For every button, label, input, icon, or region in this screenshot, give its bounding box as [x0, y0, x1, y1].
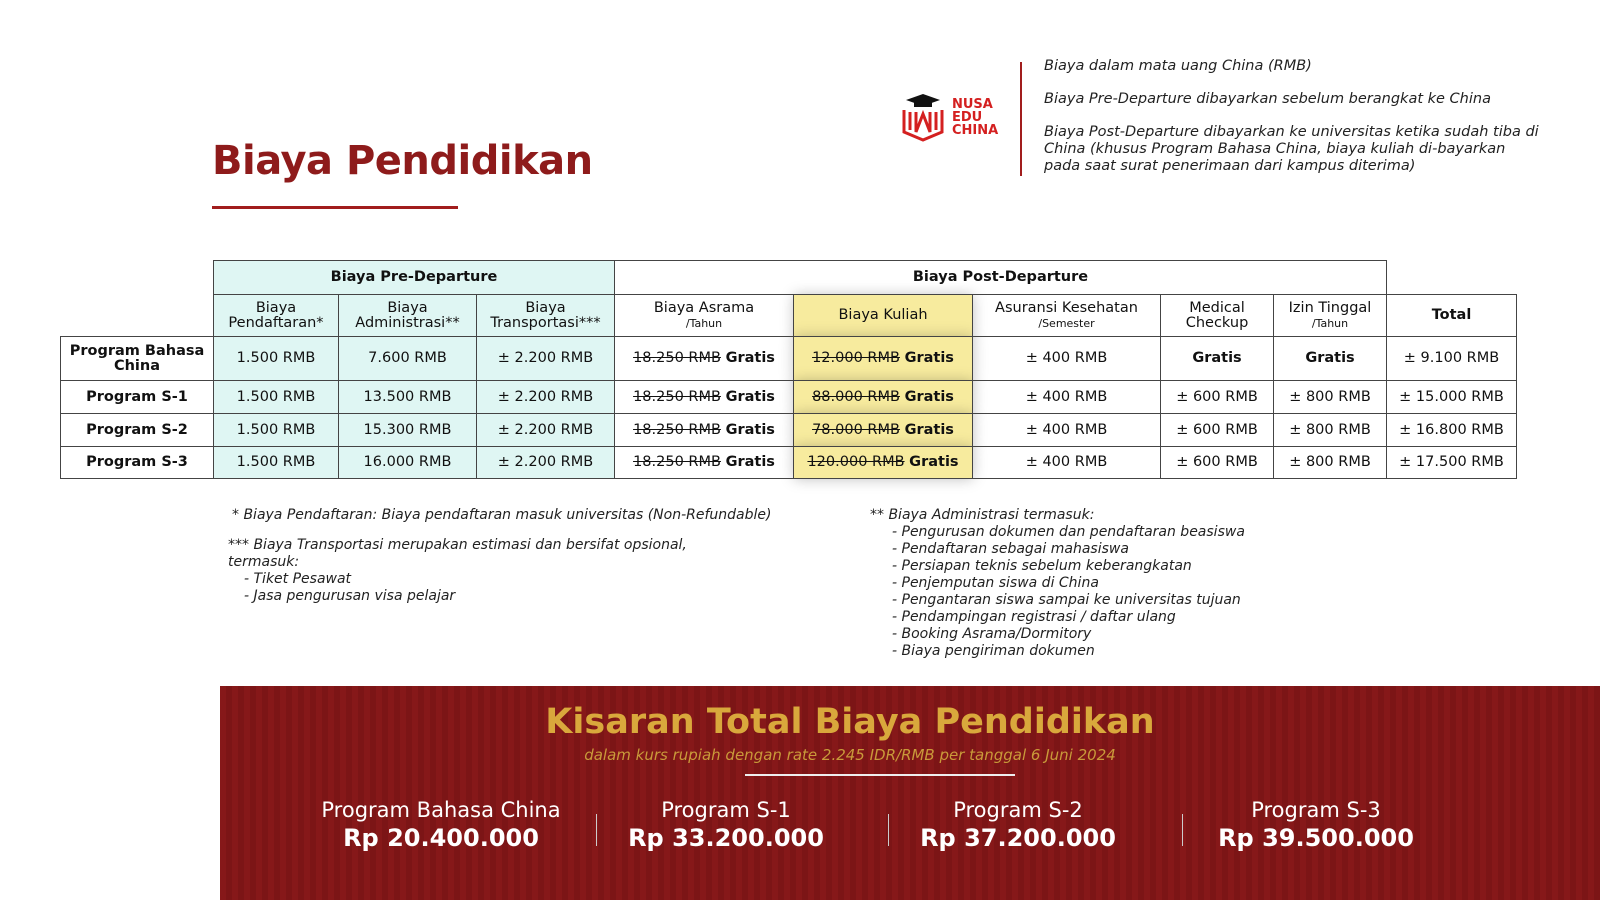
cell-izin — [1274, 414, 1387, 447]
total-bahasa — [296, 798, 586, 852]
cell-kuliah — [794, 381, 973, 414]
program-total: Rp 39.500.000 — [1218, 824, 1414, 852]
header-label: Biaya Transportasi*** — [490, 299, 601, 331]
header-label: Biaya Administrasi** — [355, 299, 460, 331]
cell-total — [1387, 337, 1517, 381]
cell-medical — [1161, 381, 1274, 414]
value: Gratis — [725, 454, 775, 470]
cell-pendaftaran — [214, 447, 339, 479]
cell-pendaftaran — [214, 381, 339, 414]
row-label: Program S-3 — [86, 454, 188, 470]
cell-izin — [1274, 337, 1387, 381]
value: ± 17.500 RMB — [1399, 454, 1504, 470]
note-line: - Tiket Pesawat — [244, 571, 352, 587]
value: Gratis — [1192, 350, 1242, 366]
note-line: - Persiapan teknis sebelum keberangkatan — [892, 558, 1192, 574]
info-3: Biaya Post-Departure dibayarkan ke universitas ketika sudah tiba di China (khusus Program Bahasa China, biaya kuliah di-bayarkan pada saat surat penerimaan dari kampus diterima) — [1044, 124, 1539, 174]
banner-subtitle: dalam kurs rupiah dengan rate 2.245 IDR/RMB per tanggal 6 Juni 2024 — [584, 746, 1116, 764]
column-header — [214, 295, 339, 337]
old-price: 120.000 RMB — [807, 454, 905, 470]
cell-medical — [1161, 447, 1274, 479]
cell-total — [1387, 381, 1517, 414]
cell-administrasi — [339, 447, 477, 479]
logo-book-icon — [900, 92, 946, 142]
cell-administrasi — [339, 414, 477, 447]
cell-kuliah — [794, 447, 973, 479]
value: 1.500 RMB — [236, 421, 316, 438]
note-line: - Booking Asrama/Dormitory — [892, 626, 1092, 642]
note-administrasi — [870, 507, 1245, 660]
info-1: Biaya dalam mata uang China (RMB) — [1044, 58, 1312, 74]
header-label: Total — [1431, 307, 1472, 323]
value: 1.500 RMB — [236, 350, 316, 366]
cell-transportasi — [477, 381, 615, 414]
value: ± 2.200 RMB — [497, 421, 594, 438]
value: Gratis — [725, 350, 775, 366]
header-label: Biaya Kuliah — [838, 307, 928, 323]
banner-title: Kisaran Total Biaya Pendidikan — [545, 702, 1155, 742]
column-header — [615, 295, 794, 337]
info-notes — [1044, 58, 1544, 191]
column-header — [339, 295, 477, 337]
header-label: Biaya Asrama — [653, 299, 755, 316]
value: Gratis — [725, 421, 775, 438]
note-line: - Pengurusan dokumen dan pendaftaran beasiswa — [892, 524, 1245, 540]
note-line: - Pendaftaran sebagai mahasiswa — [892, 541, 1129, 557]
note-transportasi — [228, 537, 687, 605]
total-banner — [220, 686, 1600, 900]
program-name: Program S-3 — [1251, 798, 1381, 822]
cell-asrama — [615, 381, 794, 414]
value: Gratis — [904, 350, 954, 366]
cell-transportasi — [477, 337, 615, 381]
value: 7.600 RMB — [368, 350, 447, 366]
cell-kuliah — [794, 337, 973, 381]
value: ± 2.200 RMB — [497, 454, 594, 470]
column-header — [1274, 295, 1387, 337]
value: ± 800 RMB — [1289, 454, 1371, 470]
old-price: 18.250 RMB — [633, 388, 721, 405]
value: Gratis — [904, 421, 954, 438]
value: 16.000 RMB — [363, 454, 452, 470]
cell-medical — [1161, 414, 1274, 447]
value: ± 400 RMB — [1025, 421, 1108, 438]
old-price: 12.000 RMB — [812, 350, 900, 366]
logo-text-1: NUSA — [952, 96, 993, 112]
header-unit: /Tahun — [1311, 316, 1349, 330]
row-label-cell — [61, 447, 214, 479]
program-name: Program S-2 — [953, 798, 1083, 822]
table-row — [61, 337, 1517, 381]
value: 15.300 RMB — [363, 421, 452, 438]
old-price: 18.250 RMB — [633, 454, 721, 470]
cell-transportasi — [477, 447, 615, 479]
value: ± 600 RMB — [1176, 388, 1258, 405]
column-header — [1161, 295, 1274, 337]
cell-asrama — [615, 337, 794, 381]
cell-asuransi — [973, 381, 1161, 414]
row-label: Program S-1 — [86, 388, 188, 405]
cell-transportasi — [477, 414, 615, 447]
program-total: Rp 37.200.000 — [920, 824, 1116, 852]
value: ± 800 RMB — [1289, 421, 1371, 438]
header-label: Izin Tinggal — [1288, 299, 1372, 316]
cell-total — [1387, 447, 1517, 479]
value: Gratis — [909, 454, 959, 470]
total-s2 — [873, 798, 1163, 852]
old-price: 88.000 RMB — [812, 388, 900, 405]
value: Gratis — [1305, 350, 1355, 366]
note-line: ** Biaya Administrasi termasuk: — [870, 507, 1095, 523]
value: 1.500 RMB — [236, 454, 316, 470]
value: 1.500 RMB — [236, 388, 316, 405]
note-line: - Penjemputan siswa di China — [892, 575, 1099, 591]
program-total: Rp 33.200.000 — [628, 824, 824, 852]
group-post-departure: Biaya Post-Departure — [615, 261, 1387, 295]
cell-izin — [1274, 381, 1387, 414]
value: ± 15.000 RMB — [1399, 388, 1504, 405]
note-line: - Pengantaran siswa sampai ke universitas tujuan — [892, 592, 1241, 608]
table-row — [61, 447, 1517, 479]
table-row — [61, 381, 1517, 414]
value: ± 16.800 RMB — [1399, 421, 1504, 438]
value: ± 2.200 RMB — [497, 350, 594, 366]
cell-administrasi — [339, 381, 477, 414]
cell-asuransi — [973, 447, 1161, 479]
old-price: 18.250 RMB — [633, 421, 721, 438]
old-price: 18.250 RMB — [633, 350, 721, 366]
value: 13.500 RMB — [363, 388, 452, 405]
value: ± 9.100 RMB — [1403, 350, 1500, 366]
cell-total — [1387, 414, 1517, 447]
banner-divider — [745, 774, 1015, 776]
group-pre-departure: Biaya Pre-Departure — [214, 261, 615, 295]
column-header — [794, 295, 973, 337]
value: ± 400 RMB — [1025, 454, 1108, 470]
note-line: termasuk: — [228, 554, 300, 570]
value: Gratis — [904, 388, 954, 405]
note-line: - Pendampingan registrasi / daftar ulang — [892, 609, 1176, 625]
column-header — [973, 295, 1161, 337]
value: ± 2.200 RMB — [497, 388, 594, 405]
value: ± 600 RMB — [1176, 421, 1258, 438]
value: ± 400 RMB — [1025, 350, 1108, 366]
fee-table — [60, 260, 1517, 479]
header-unit: /Tahun — [685, 316, 723, 330]
divider — [1020, 62, 1022, 176]
logo-text-2: EDU — [952, 109, 983, 125]
column-header — [1387, 295, 1517, 337]
title-underline — [212, 206, 458, 209]
column-header — [477, 295, 615, 337]
cell-izin — [1274, 447, 1387, 479]
header-label: Medical Checkup — [1185, 299, 1249, 331]
header-label: Asuransi Kesehatan — [995, 299, 1138, 316]
total-s1 — [581, 798, 871, 852]
row-label: Program S-2 — [86, 421, 188, 438]
value: ± 600 RMB — [1176, 454, 1258, 470]
header-unit: /Semester — [1038, 316, 1095, 330]
cell-medical — [1161, 337, 1274, 381]
value: ± 400 RMB — [1025, 388, 1108, 405]
note-line: *** Biaya Transportasi merupakan estimasi dan bersifat opsional, — [228, 537, 687, 553]
info-2: Biaya Pre-Departure dibayarkan sebelum berangkat ke China — [1044, 91, 1491, 107]
program-name: Program Bahasa China — [321, 798, 561, 822]
row-label: Program Bahasa China — [69, 342, 205, 374]
logo-text-3: CHINA — [952, 122, 999, 138]
note-line: - Biaya pengiriman dokumen — [892, 643, 1095, 659]
cell-pendaftaran — [214, 337, 339, 381]
page-title: Biaya Pendidikan — [212, 138, 593, 184]
note-pendaftaran: * Biaya Pendaftaran: Biaya pendaftaran masuk universitas (Non-Refundable) — [232, 507, 772, 523]
cell-asrama — [615, 414, 794, 447]
old-price: 78.000 RMB — [812, 421, 900, 438]
note-line: - Jasa pengurusan visa pelajar — [244, 588, 456, 604]
logo — [900, 92, 998, 142]
program-total: Rp 20.400.000 — [343, 824, 539, 852]
cell-kuliah — [794, 414, 973, 447]
total-s3 — [1171, 798, 1461, 852]
cell-pendaftaran — [214, 414, 339, 447]
row-label-cell — [61, 414, 214, 447]
header-label: Biaya Pendaftaran* — [228, 299, 324, 331]
cell-asuransi — [973, 337, 1161, 381]
value: ± 800 RMB — [1289, 388, 1371, 405]
cell-asrama — [615, 447, 794, 479]
row-label-cell — [61, 337, 214, 381]
program-name: Program S-1 — [661, 798, 791, 822]
value: Gratis — [725, 388, 775, 405]
table-row — [61, 414, 1517, 447]
cell-asuransi — [973, 414, 1161, 447]
row-label-cell — [61, 381, 214, 414]
cell-administrasi — [339, 337, 477, 381]
